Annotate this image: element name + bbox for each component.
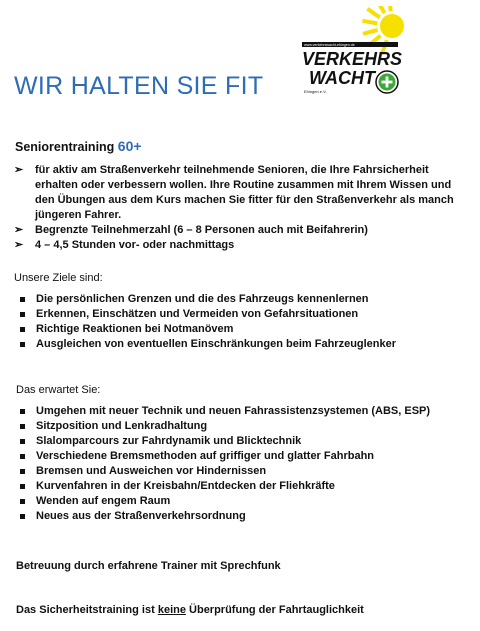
square-bullet-icon bbox=[20, 439, 25, 444]
intro-item: ➢ 4 – 4,5 Stunden vor- oder nachmittags bbox=[14, 239, 235, 251]
expect-item: Slalomparcours zur Fahrdynamik und Blicktechnik bbox=[15, 434, 467, 449]
expect-list bbox=[15, 404, 467, 524]
expect-item: Sitzposition und Lenkradhaltung bbox=[15, 419, 467, 434]
arrow-bullet-icon: ➢ bbox=[14, 224, 24, 236]
sun-ray bbox=[377, 6, 385, 13]
arrow-bullet-icon: ➢ bbox=[14, 239, 24, 251]
subtitle-text: Seniorentraining bbox=[15, 140, 118, 154]
logo-url: www.verkehrswacht-ehingen.de bbox=[304, 43, 355, 47]
trainers-note: Betreuung durch erfahrene Trainer mit Sprechfunk bbox=[16, 560, 281, 572]
square-bullet-icon bbox=[20, 514, 25, 519]
expect-item: Kurvenfahren in der Kreisbahn/Entdecken der Fliehkräfte bbox=[15, 479, 467, 494]
intro-item: ➢ Begrenzte Teilnehmerzahl (6 – 8 Personen auch mit Beifahrerin) bbox=[14, 224, 368, 236]
square-bullet-icon bbox=[20, 312, 25, 317]
goals-heading: Unsere Ziele sind: bbox=[14, 272, 103, 284]
intro-list bbox=[14, 163, 466, 253]
disclaimer-note: Das Sicherheitstraining ist keine Überprüfung der Fahrtauglichkeit bbox=[16, 604, 364, 616]
goal-item: Erkennen, Einschätzen und Vermeiden von Gefahrsituationen bbox=[15, 307, 467, 322]
expect-item: Neues aus der Straßenverkehrsordnung bbox=[15, 509, 467, 524]
goal-item: Ausgleichen von eventuellen Einschränkungen beim Fahrzeuglenker bbox=[15, 337, 467, 352]
logo-line2: WACHT bbox=[309, 68, 375, 88]
arrow-bullet-icon: ➢ bbox=[14, 164, 24, 176]
expect-heading: Das erwartet Sie: bbox=[16, 384, 101, 396]
square-bullet-icon bbox=[20, 484, 25, 489]
goal-item: Die persönlichen Grenzen und die des Fahrzeugs kennenlernen bbox=[15, 292, 467, 307]
sun-ray bbox=[367, 9, 379, 18]
goals-list bbox=[15, 292, 467, 352]
expect-item: Verschiedene Bremsmethoden auf griffiger und glatter Fahrbahn bbox=[15, 449, 467, 464]
square-bullet-icon bbox=[20, 327, 25, 332]
square-bullet-icon bbox=[20, 469, 25, 474]
sun-ray bbox=[363, 30, 377, 34]
expect-item: Umgehen mit neuer Technik und neuen Fahrassistenzsystemen (ABS, ESP) bbox=[15, 404, 467, 419]
page-title: WIR HALTEN SIE FIT bbox=[14, 72, 264, 100]
square-bullet-icon bbox=[20, 409, 25, 414]
sun-logo-icon bbox=[300, 6, 410, 106]
square-bullet-icon bbox=[20, 454, 25, 459]
sun-ray bbox=[389, 6, 390, 11]
expect-item: Bremsen und Ausweichen vor Hindernissen bbox=[15, 464, 467, 479]
expect-item: Wenden auf engem Raum bbox=[15, 494, 467, 509]
logo-line1: VERKEHRS bbox=[302, 49, 403, 69]
verkehrswacht-logo bbox=[300, 6, 410, 106]
square-bullet-icon bbox=[20, 499, 25, 504]
logo-org: Ehingen e.V. bbox=[304, 89, 327, 94]
subtitle-highlight: 60+ bbox=[117, 138, 142, 154]
square-bullet-icon bbox=[20, 297, 25, 302]
square-bullet-icon bbox=[20, 424, 25, 429]
sun-ray bbox=[362, 21, 377, 24]
square-bullet-icon bbox=[20, 342, 25, 347]
intro-item: ➢ für aktiv am Straßenverkehr teilnehmende Senioren, die Ihre Fahrsicherheit erhalten oder verbessern wollen. Ihre Routine zusammen mit Ihrem Wissen und den Übungen aus dem Kurs machen Sie fitter für den Straßenverkehr als manch jüngeren Fahrer. bbox=[14, 164, 454, 221]
disclaimer-emphasis: keine bbox=[157, 604, 186, 616]
goal-item: Richtige Reaktionen bei Notmanövem bbox=[15, 322, 467, 337]
course-subtitle bbox=[15, 138, 142, 154]
